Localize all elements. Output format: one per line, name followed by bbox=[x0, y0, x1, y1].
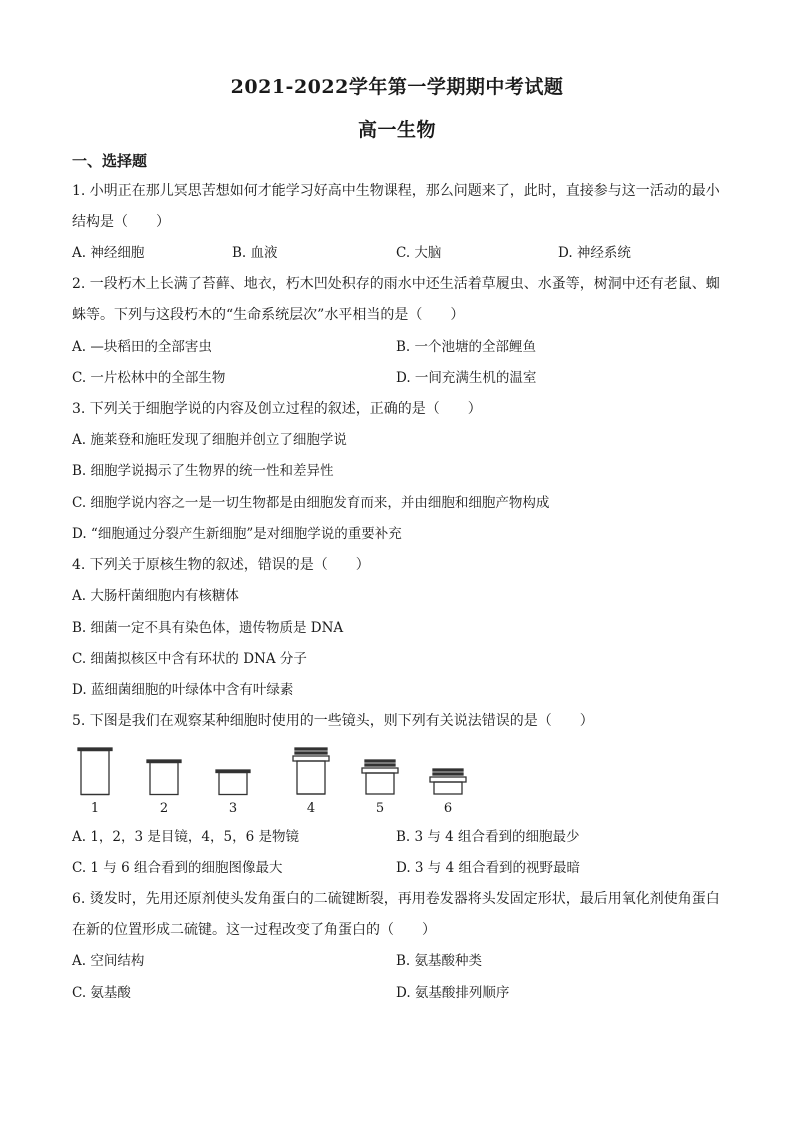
question-3-line-1: 3. 下列关于细胞学说的内容及创立过程的叙述，正确的是（ ） bbox=[72, 401, 482, 417]
option-d: D. 氨基酸排列顺序 bbox=[396, 985, 510, 1001]
option-c: C. 一片松林中的全部生物 bbox=[72, 370, 226, 386]
option-a: A. —块稻田的全部害虫 bbox=[72, 339, 212, 355]
exam-subject: 高一生物 bbox=[357, 119, 436, 141]
option-c: C. 1 与 6 组合看到的细胞图像最大 bbox=[72, 860, 283, 876]
option-c: C. 细菌拟核区中含有环状的 DNA 分子 bbox=[72, 651, 307, 667]
option-c: C. 氨基酸 bbox=[72, 985, 131, 1001]
exam-title: 2021-2022学年第一学期期中考试题 bbox=[230, 76, 564, 98]
question-2-line-2: 蛛等。下列与这段朽木的“生命系统层次”水平相当的是（ ） bbox=[72, 307, 465, 323]
objective-4-icon bbox=[293, 748, 329, 794]
option-a: A. 空间结构 bbox=[72, 953, 145, 969]
question-2-line-1: 2. 一段朽木上长满了苔藓、地衣，朽木凹处积存的雨水中还生活着草履虫、水蚤等，树洞中还有老鼠、蜘 bbox=[72, 276, 720, 292]
eyepiece-1-icon bbox=[78, 748, 112, 795]
option-b: B. 细菌一定不具有染色体，遗传物质是 DNA bbox=[72, 620, 344, 636]
lens-figure bbox=[72, 744, 492, 819]
question-1-line-1: 1. 小明正在那儿冥思苦想如何才能学习好高中生物课程，那么问题来了，此时，直接参与这一活动的最小 bbox=[72, 183, 720, 199]
question-5-line-1: 5. 下图是我们在观察某种细胞时使用的一些镜头，则下列有关说法错误的是（ ） bbox=[72, 713, 594, 729]
option-b: B. 一个池塘的全部鲤鱼 bbox=[396, 339, 537, 355]
question-6-line-2: 在新的位置形成二硫键。这一过程改变了角蛋白的（ ） bbox=[72, 922, 436, 938]
objective-6-icon bbox=[430, 769, 466, 794]
lens-label-2: 2 bbox=[159, 801, 169, 816]
lens-label-6: 6 bbox=[443, 801, 453, 816]
option-d: D. 神经系统 bbox=[558, 245, 631, 261]
objective-5-icon bbox=[362, 760, 398, 794]
option-d: D. 3 与 4 组合看到的视野最暗 bbox=[396, 860, 580, 876]
question-6-line-1: 6. 烫发时，先用还原剂使头发角蛋白的二硫键断裂，再用卷发器将头发固定形状，最后用氧化剂使角蛋白 bbox=[72, 891, 720, 907]
option-b: B. 3 与 4 组合看到的细胞最少 bbox=[396, 829, 580, 845]
option-b: B. 氨基酸种类 bbox=[396, 953, 483, 969]
option-a: A. 大肠杆菌细胞内有核糖体 bbox=[72, 588, 239, 604]
lens-label-3: 3 bbox=[228, 801, 238, 816]
option-d: D. 一间充满生机的温室 bbox=[396, 370, 537, 386]
lens-label-4: 4 bbox=[306, 801, 316, 816]
lens-label-1: 1 bbox=[90, 801, 100, 816]
option-c: C. 大脑 bbox=[396, 245, 442, 261]
option-d: D. “细胞通过分裂产生新细胞”是对细胞学说的重要补充 bbox=[72, 526, 402, 542]
question-1-line-2: 结构是（ ） bbox=[72, 214, 170, 230]
option-b: B. 细胞学说揭示了生物界的统一性和差异性 bbox=[72, 463, 334, 479]
question-4-line-1: 4. 下列关于原核生物的叙述，错误的是（ ） bbox=[72, 557, 370, 573]
section-heading: 一、选择题 bbox=[72, 152, 148, 170]
eyepiece-2-icon bbox=[147, 760, 181, 795]
option-c: C. 细胞学说内容之一是一切生物都是由细胞发育而来，并由细胞和细胞产物构成 bbox=[72, 495, 550, 511]
lens-diagram bbox=[72, 744, 492, 802]
eyepiece-3-icon bbox=[216, 770, 250, 795]
option-a: A. 1，2，3 是目镜，4，5，6 是物镜 bbox=[72, 829, 299, 845]
option-b: B. 血液 bbox=[232, 245, 278, 261]
option-d: D. 蓝细菌细胞的叶绿体中含有叶绿素 bbox=[72, 682, 294, 698]
option-a: A. 神经细胞 bbox=[72, 245, 145, 261]
lens-label-5: 5 bbox=[375, 801, 385, 816]
option-a: A. 施莱登和施旺发现了细胞并创立了细胞学说 bbox=[72, 432, 347, 448]
